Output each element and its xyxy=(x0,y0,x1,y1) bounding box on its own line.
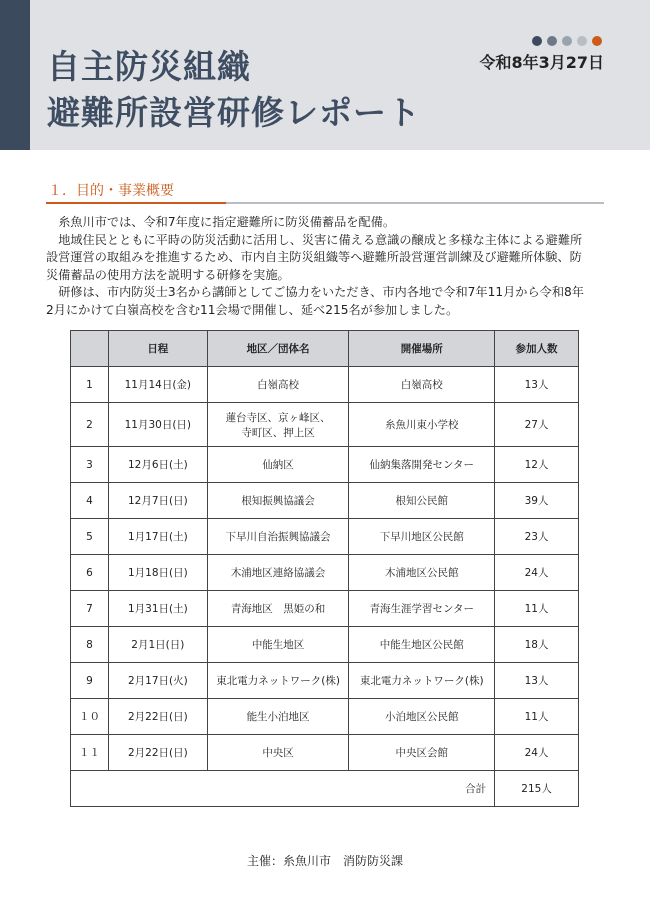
table-row xyxy=(71,367,579,403)
paragraph-3: 研修は、市内防災士3名から講師としてご協力をいただき、市内各地で令和7年11月から令和8年2月にかけて白嶺高校を含む11会場で開催し、延べ215名が参加しました。 xyxy=(46,285,584,317)
cell-venue: 小泊地区公民館 xyxy=(349,699,495,735)
cell-venue: 中能生地区公民館 xyxy=(349,627,495,663)
cell-area: 東北電力ネットワーク(株) xyxy=(207,663,349,699)
cell-area: 根知振興協議会 xyxy=(207,483,349,519)
table-row xyxy=(71,735,579,771)
table-row xyxy=(71,627,579,663)
dot-4 xyxy=(577,36,587,46)
cell-area: 能生小泊地区 xyxy=(207,699,349,735)
paragraph-2: 地域住民とともに平時の防災活動に活用し、災害に備える意識の醸成と多様な主体による避難所設営運営の取組みを推進するため、市内自主防災組織等へ避難所設営運営訓練及び避難所体験、防災備蓄品の使用方法を説明する研修を実施。 xyxy=(46,232,583,282)
section-heading xyxy=(46,180,604,204)
dot-3 xyxy=(562,36,572,46)
cell-no: 8 xyxy=(71,627,109,663)
body-text xyxy=(46,214,586,320)
cell-venue: 糸魚川東小学校 xyxy=(349,403,495,447)
title-line-1: 自主防災組織 xyxy=(47,47,251,86)
cell-date: 2月17日(火) xyxy=(108,663,207,699)
section-title: １．目的・事業概要 xyxy=(48,183,174,199)
total-row xyxy=(71,771,579,807)
cell-date: 1月17日(土) xyxy=(108,519,207,555)
table-row xyxy=(71,483,579,519)
cell-area: 中央区 xyxy=(207,735,349,771)
cell-area: 青海地区 黒姫の和 xyxy=(207,591,349,627)
cell-no: 6 xyxy=(71,555,109,591)
header-count: 参加人数 xyxy=(495,331,579,367)
cell-count: 24人 xyxy=(495,735,579,771)
cell-date: 1月31日(土) xyxy=(108,591,207,627)
dot-5 xyxy=(592,36,602,46)
cell-count: 11人 xyxy=(495,699,579,735)
dot-1 xyxy=(532,36,542,46)
cell-venue: 白嶺高校 xyxy=(349,367,495,403)
cell-venue: 中央区会館 xyxy=(349,735,495,771)
cell-venue: 東北電力ネットワーク(株) xyxy=(349,663,495,699)
cell-venue: 仙納集落開発センター xyxy=(349,447,495,483)
cell-no: １１ xyxy=(71,735,109,771)
title-line-2: 避難所設営研修レポート xyxy=(47,93,421,132)
cell-no: 3 xyxy=(71,447,109,483)
cell-date: 2月22日(日) xyxy=(108,699,207,735)
cell-no: 9 xyxy=(71,663,109,699)
cell-venue: 青海生涯学習センター xyxy=(349,591,495,627)
cell-date: 12月7日(日) xyxy=(108,483,207,519)
table-row xyxy=(71,663,579,699)
cell-count: 27人 xyxy=(495,403,579,447)
area-line-2: 寺町区、押上区 xyxy=(241,426,315,439)
organizer-footer: 主催：糸魚川市 消防防災課 xyxy=(246,854,403,868)
area-line-1: 蓮台寺区、京ヶ峰区、 xyxy=(225,411,331,424)
cell-area: 木浦地区連絡協議会 xyxy=(207,555,349,591)
cell-count: 11人 xyxy=(495,591,579,627)
cell-date: 2月1日(日) xyxy=(108,627,207,663)
table-row xyxy=(71,555,579,591)
cell-venue: 木浦地区公民館 xyxy=(349,555,495,591)
training-schedule-table xyxy=(70,330,579,807)
cell-date: 12月6日(土) xyxy=(108,447,207,483)
cell-no: 5 xyxy=(71,519,109,555)
cell-count: 13人 xyxy=(495,367,579,403)
cell-no: 4 xyxy=(71,483,109,519)
cell-area: 中能生地区 xyxy=(207,627,349,663)
table-row xyxy=(71,447,579,483)
table-row xyxy=(71,699,579,735)
total-value: 215人 xyxy=(495,771,579,807)
header-date: 日程 xyxy=(108,331,207,367)
section-rule xyxy=(46,202,604,204)
cell-venue: 下早川地区公民館 xyxy=(349,519,495,555)
page-title xyxy=(47,44,421,136)
cell-count: 13人 xyxy=(495,663,579,699)
cell-no: 1 xyxy=(71,367,109,403)
total-label: 合計 xyxy=(71,771,495,807)
cell-date: 1月18日(日) xyxy=(108,555,207,591)
header-accent-band xyxy=(0,0,30,150)
table-body xyxy=(71,367,579,771)
cell-area: 白嶺高校 xyxy=(207,367,349,403)
cell-count: 23人 xyxy=(495,519,579,555)
cell-count: 12人 xyxy=(495,447,579,483)
cell-count: 24人 xyxy=(495,555,579,591)
decorative-dots xyxy=(532,36,602,46)
header xyxy=(0,0,650,150)
cell-count: 39人 xyxy=(495,483,579,519)
paragraph-1: 糸魚川市では、令和7年度に指定避難所に防災備蓄品を配備。 xyxy=(58,215,396,229)
cell-no: 2 xyxy=(71,403,109,447)
cell-no: 7 xyxy=(71,591,109,627)
header-no xyxy=(71,331,109,367)
table-header-row xyxy=(71,331,579,367)
cell-date: 2月22日(日) xyxy=(108,735,207,771)
table-row xyxy=(71,591,579,627)
cell-area: 仙納区 xyxy=(207,447,349,483)
cell-date: 11月14日(金) xyxy=(108,367,207,403)
table-row xyxy=(71,403,579,447)
cell-count: 18人 xyxy=(495,627,579,663)
header-venue: 開催場所 xyxy=(349,331,495,367)
report-date: 令和8年3月27日 xyxy=(479,53,604,72)
dot-2 xyxy=(547,36,557,46)
cell-area: 下早川自治振興協議会 xyxy=(207,519,349,555)
cell-venue: 根知公民館 xyxy=(349,483,495,519)
header-area: 地区／団体名 xyxy=(207,331,349,367)
cell-date: 11月30日(日) xyxy=(108,403,207,447)
cell-area xyxy=(207,403,349,447)
cell-no: １０ xyxy=(71,699,109,735)
table-row xyxy=(71,519,579,555)
